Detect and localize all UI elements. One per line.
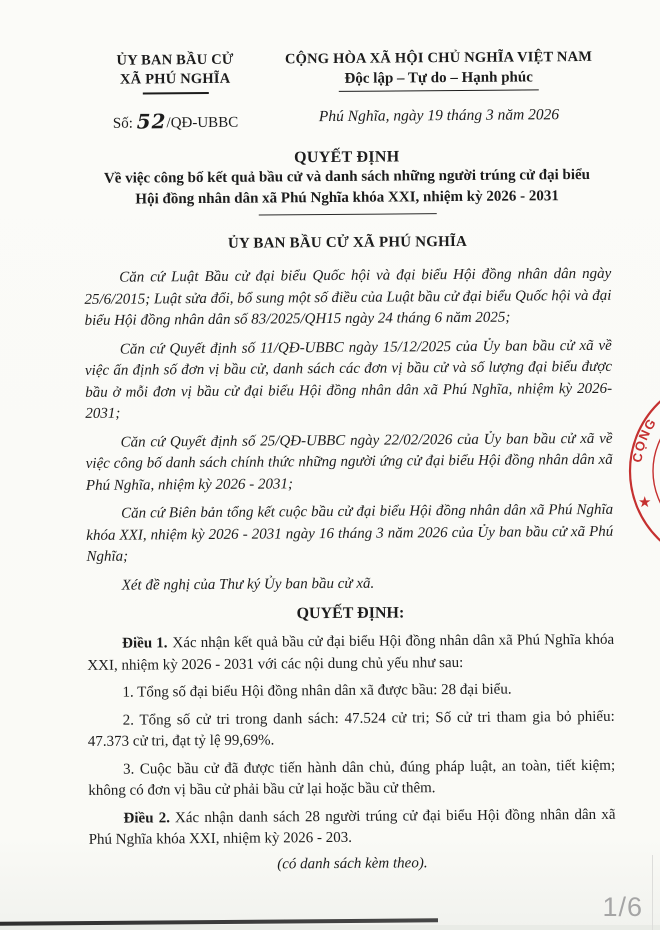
stamp-curved-text: CỘNG: [629, 414, 660, 464]
document-number-label: Số:: [112, 115, 133, 132]
scan-bottom-strip: [0, 925, 660, 930]
preamble-paragraph: Căn cứ Luật Bầu cử đại biểu Quốc hội và đại biểu Hội đồng nhân dân ngày 25/6/2015; Luật sửa đổi, bổ sung một số điều của Luật bầu cử đại biểu Quốc hội và đại biểu Hội đồng nhân dân số 83/2025/QH15 ngày 24 tháng 6 năm 2025;: [84, 265, 612, 330]
scan-right-edge-line: [652, 855, 654, 930]
page-number-indicator: 1/6: [602, 892, 643, 922]
preamble-paragraph: Căn cứ Quyết định số 25/QĐ-UBBC ngày 22/02/2026 của Ủy ban bầu cử xã về việc công bố danh sách chính thức những người ứng cử đại biểu Hội đồng nhân dân xã Phú Nghĩa, nhiệm kỳ 2026 - 2031;: [85, 430, 613, 494]
document-subtitle-line1: Về việc công bố kết quả bầu cử và danh sách những người trúng cử đại biểu: [103, 166, 591, 187]
issuer-name-line1: ỦY BAN BẦU CỬ: [116, 51, 234, 69]
attachment-note: (có danh sách kèm theo).: [277, 854, 428, 873]
issuer-name-line2: XÃ PHÚ NGHĨA: [119, 70, 231, 88]
preamble-paragraph: Căn cứ Quyết định số 11/QĐ-UBBC ngày 15/12/2025 của Ủy ban bầu cử xã về việc ấn định số đơn vị bầu cử, danh sách các đơn vị bầu cử và số lượng đại biểu được bầu ở mỗi đơn vị bầu cử đại biểu Hội đồng nhân dân xã Phú Nghĩa, nhiệm kỳ 2026-2031;: [84, 337, 613, 423]
star-icon: ★: [638, 495, 652, 511]
article-text: 2. Tổng số cử tri trong danh sách: 47.524 cử tri; Số cử tri tham gia bỏ phiếu: 47.373 cử tri, đạt tỷ lệ 99,69%.: [87, 708, 615, 751]
place-and-date: Phú Nghĩa, ngày 19 tháng 3 năm 2026: [318, 106, 560, 126]
national-title: CỘNG HÒA XÃ HỘI CHỦ NGHĨA VIỆT NAM: [284, 48, 593, 68]
document-number-line: [83, 107, 268, 132]
document-body: [84, 264, 616, 875]
issuing-authority: ỦY BAN BẦU CỬ XÃ PHÚ NGHĨA: [227, 234, 468, 252]
national-motto: Độc lập – Tự do – Hạnh phúc: [338, 67, 539, 92]
article-text: Xác nhận danh sách 28 người trúng cử đại biểu Hội đồng nhân dân xã Phú Nghĩa khóa XXI, nhiệm kỳ 2026 - 203.: [88, 806, 616, 849]
article-paragraph: [88, 804, 615, 851]
decision-heading: QUYẾT ĐỊNH:: [296, 604, 405, 623]
article-text: Xác nhận kết quả bầu cử đại biểu Hội đồng nhân dân xã Phú Nghĩa khóa XXI, nhiệm kỳ 2026 - 2031 với các nội dung chủ yếu như sau:: [87, 631, 615, 674]
article-text: 1. Tổng số đại biểu Hội đồng nhân dân xã được bầu: 28 đại biểu.: [122, 681, 512, 701]
issuer-underline: [142, 92, 208, 94]
preamble-paragraph: Căn cứ Biên bản tổng kết cuộc bầu cử đại biểu Hội đồng nhân dân xã Phú Nghĩa khóa XXI, nhiệm kỳ 2026 - 2031 ngày 16 tháng 3 năm 2026 của Ủy ban bầu cử xã Phú Nghĩa;: [86, 501, 614, 566]
document-number-handwritten: 52: [136, 108, 167, 134]
article-paragraph: [88, 755, 615, 802]
preamble-paragraph: Xét đề nghị của Thư ký Ủy ban bầu cử xã.: [121, 575, 375, 594]
document-header: [82, 48, 610, 133]
issuer-block: [82, 50, 268, 132]
article-paragraph: [87, 630, 614, 677]
document-title-block: [83, 146, 611, 254]
document-number-suffix: /QĐ-UBBC: [166, 114, 239, 131]
national-heading-block: [267, 48, 610, 131]
article-paragraph: [87, 679, 614, 705]
article-paragraph: [88, 706, 615, 753]
title-separator-rule: [258, 213, 436, 216]
document-subtitle-line2: Hội đồng nhân dân xã Phú Nghĩa khóa XXI, nhiệm kỳ 2026 - 2031: [135, 187, 559, 208]
document-type-heading: QUYẾT ĐỊNH: [294, 148, 400, 166]
article-lead: Điều 1.: [122, 635, 168, 652]
article-lead: Điều 2.: [123, 809, 171, 827]
article-text: 3. Cuộc bầu cử đã được tiến hành dân chủ, đúng pháp luật, an toàn, tiết kiệm; không có đơn vị bầu cử phải bầu cử lại hoặc bầu cử thêm.: [88, 757, 616, 800]
